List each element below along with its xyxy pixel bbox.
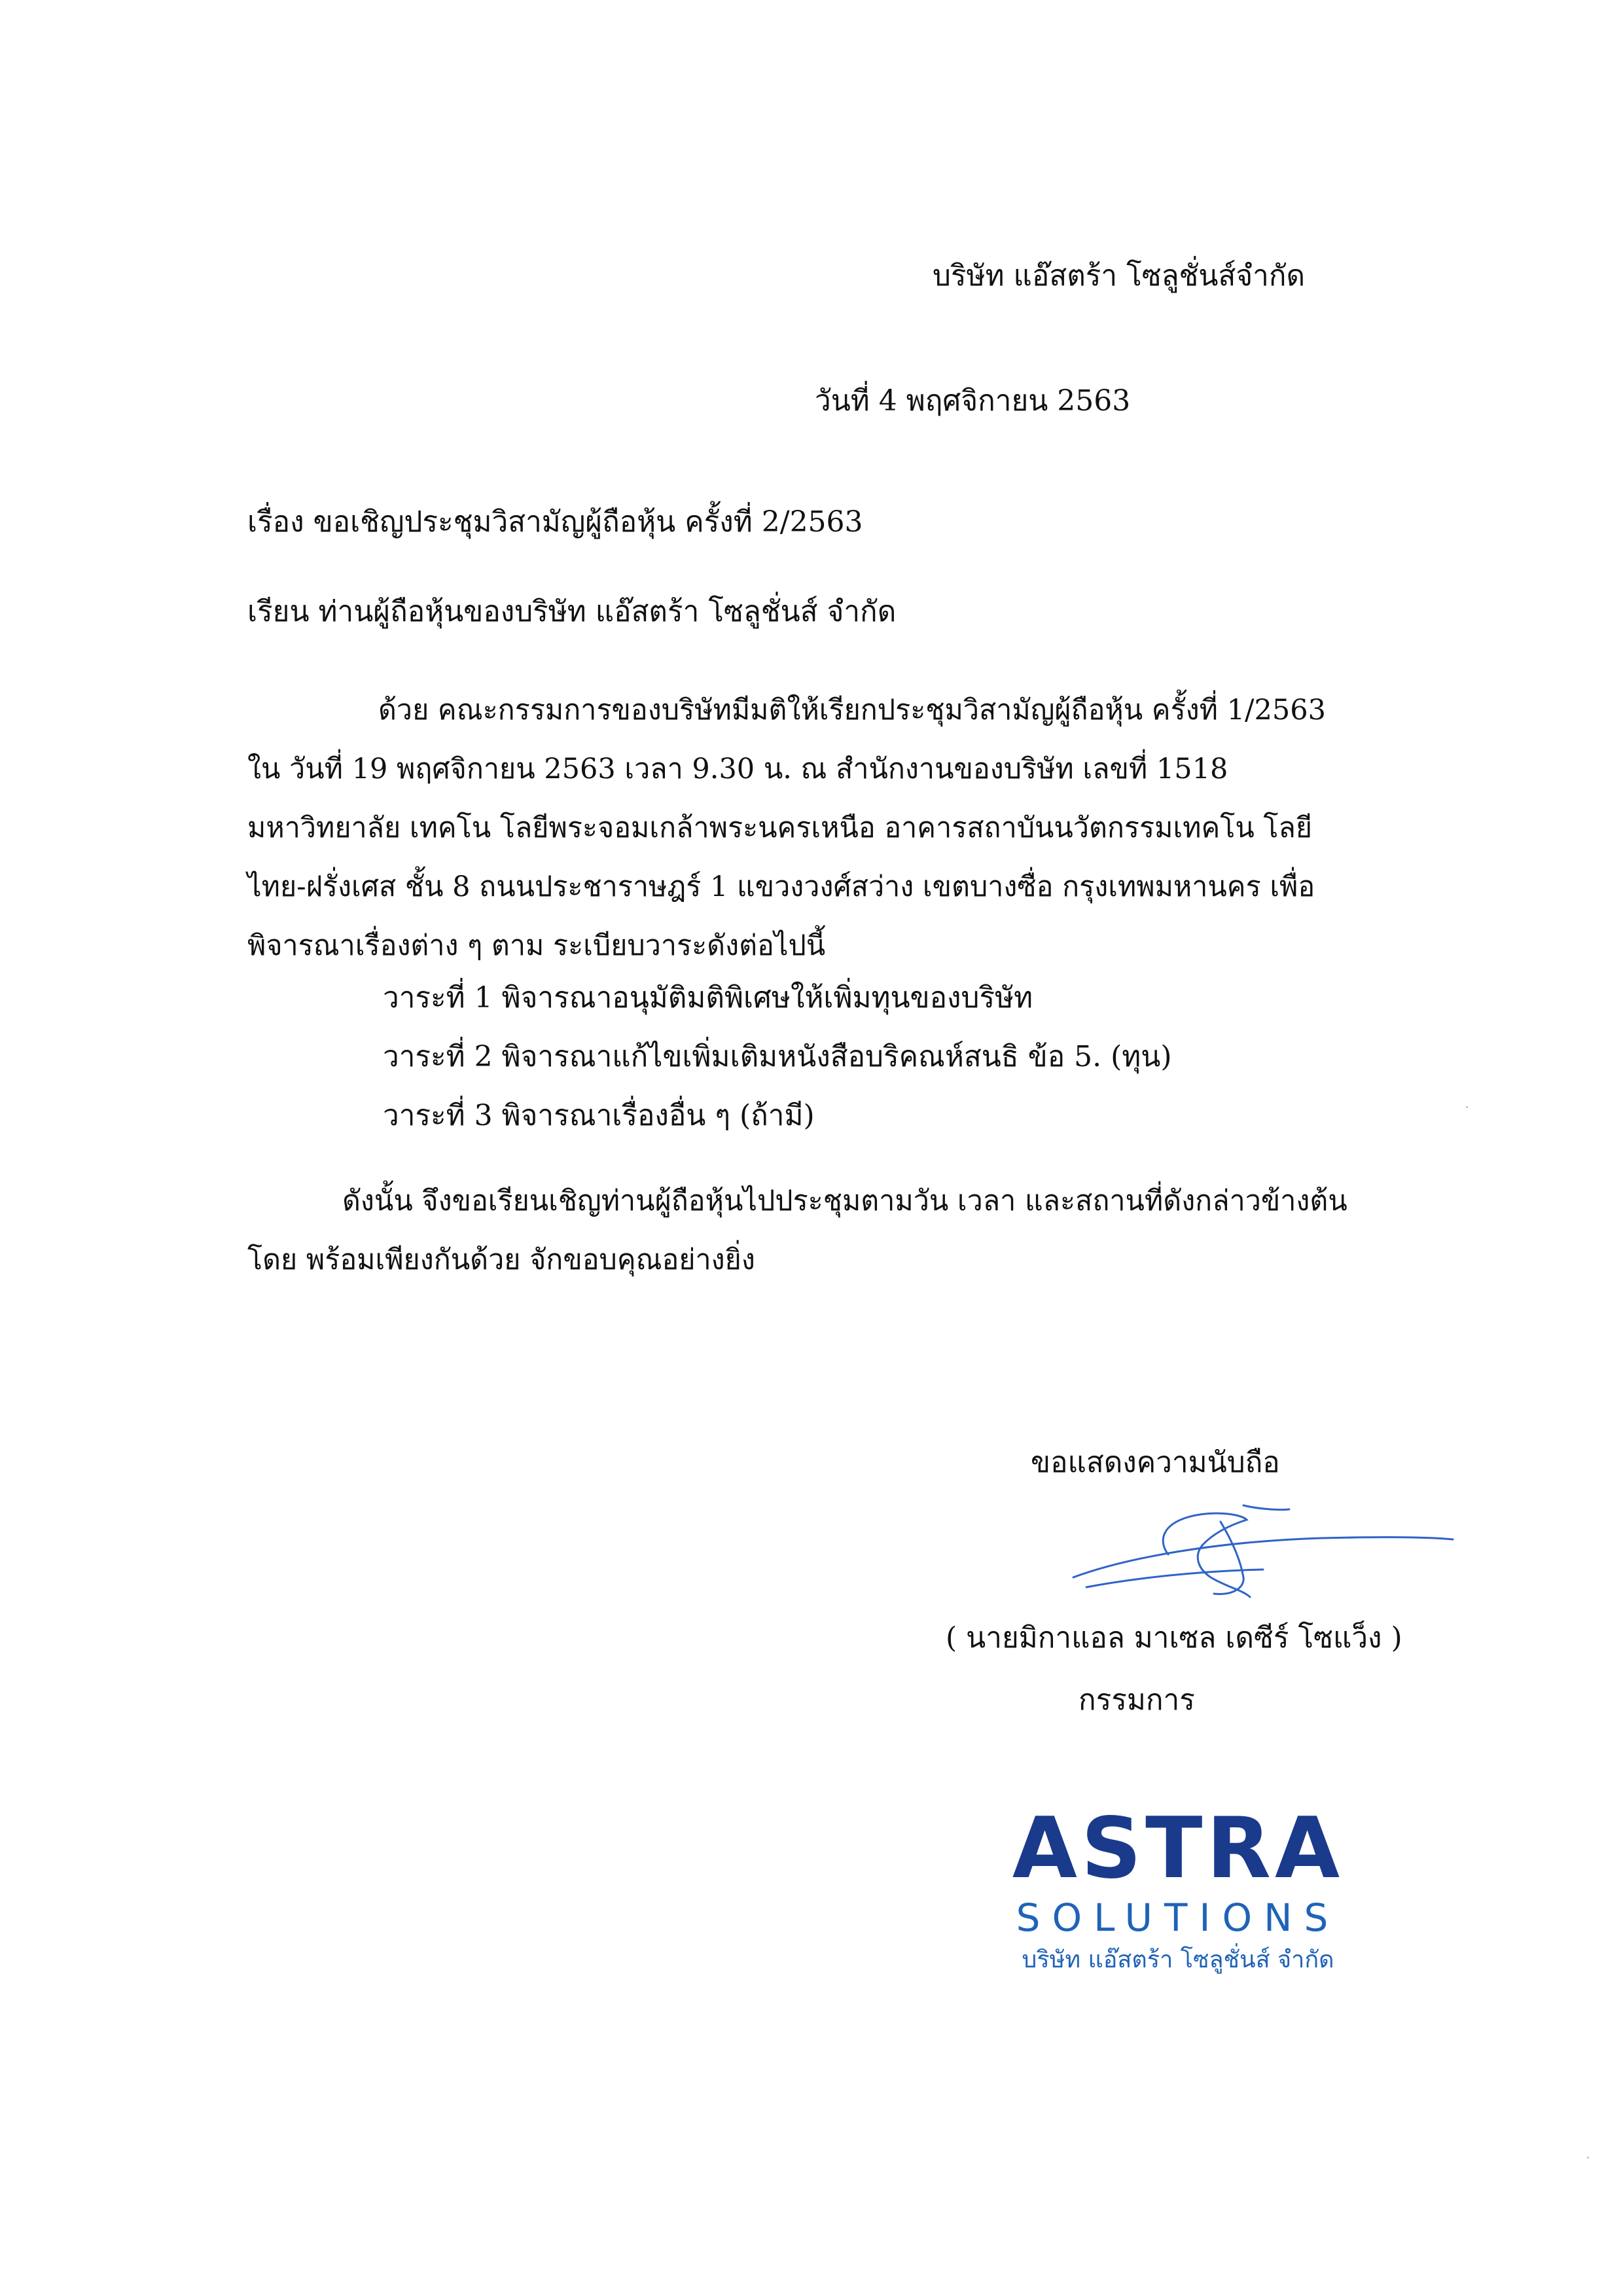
signer-position: กรรมการ — [1079, 1683, 1195, 1717]
recipient-line: เรียน ท่านผู้ถือหุ้นของบริษัท แอ๊สตร้า โซลูชั่นส์ จำกัด — [247, 595, 897, 628]
logo-wordmark: ASTRA — [1012, 1800, 1344, 1897]
company-name: บริษัท แอ๊สตร้า โซลูชั่นส์จำกัด — [933, 259, 1306, 293]
logo-subline: SOLUTIONS — [1016, 1895, 1340, 1940]
agenda-item-2: วาระที่ 2 พิจารณาแก้ไขเพิ่มเติมหนังสือบริคณห์สนธิ ข้อ 5. (ทุน) — [383, 1040, 1172, 1073]
agenda-item-1: วาระที่ 1 พิจารณาอนุมัติมติพิเศษให้เพิ่มทุนของบริษัท — [383, 981, 1033, 1014]
body-paragraph-2: ดังนั้น จึงขอเรียนเชิญท่านผู้ถือหุ้นไปประชุมตามวัน เวลา และสถานที่ดังกล่าวข้างต้นโดย พร้อมเพียงกันด้วย จักขอบคุณอย่างยิ่ง — [247, 1185, 1347, 1276]
body-paragraph-1: ด้วย คณะกรรมการของบริษัทมีมติให้เรียกประชุมวิสามัญผู้ถือหุ้น ครั้งที่ 1/2563 ใน วันที่ 19 พฤศจิกายน 2563 เวลา 9.30 น. ณ สำนักงานของบริษัท เลขที่ 1518 มหาวิทยาลัย เทคโน โลยีพระจอมเกล้าพระนครเหนือ อาคารสถาบันนวัตกรรมเทคโน โลยี ไทย-ฝรั่งเศส ชั้น 8 ถนนประชาราษฎร์ 1 แขวงวงศ์สว่าง เขตบางซื่อ กรุงเทพมหานคร เพื่อพิจารณาเรื่องต่าง ๆ ตาม ระเบียบวาระดังต่อไปนี้ — [247, 694, 1326, 962]
scan-speck — [1587, 2157, 1589, 2159]
handwritten-signature — [1047, 1479, 1466, 1610]
logo-thai-name: บริษัท แอ๊สตร้า โซลูชั่นส์ จำกัด — [1022, 1946, 1334, 1973]
letter-date: วันที่ 4 พฤศจิกายน 2563 — [815, 384, 1131, 418]
signer-name: ( นายมิกาแอล มาเซล เดซีร์ โซแว็ง ) — [946, 1621, 1402, 1655]
agenda-list — [383, 969, 1172, 1145]
agenda-item-3: วาระที่ 3 พิจารณาเรื่องอื่น ๆ (ถ้ามี) — [383, 1099, 815, 1132]
closing-salutation: ขอแสดงความนับถือ — [1031, 1446, 1280, 1479]
company-logo — [1001, 1800, 1355, 1993]
scan-speck — [1466, 1106, 1468, 1108]
subject-line: เรื่อง ขอเชิญประชุมวิสามัญผู้ถือหุ้น ครั้งที่ 2/2563 — [247, 505, 863, 539]
